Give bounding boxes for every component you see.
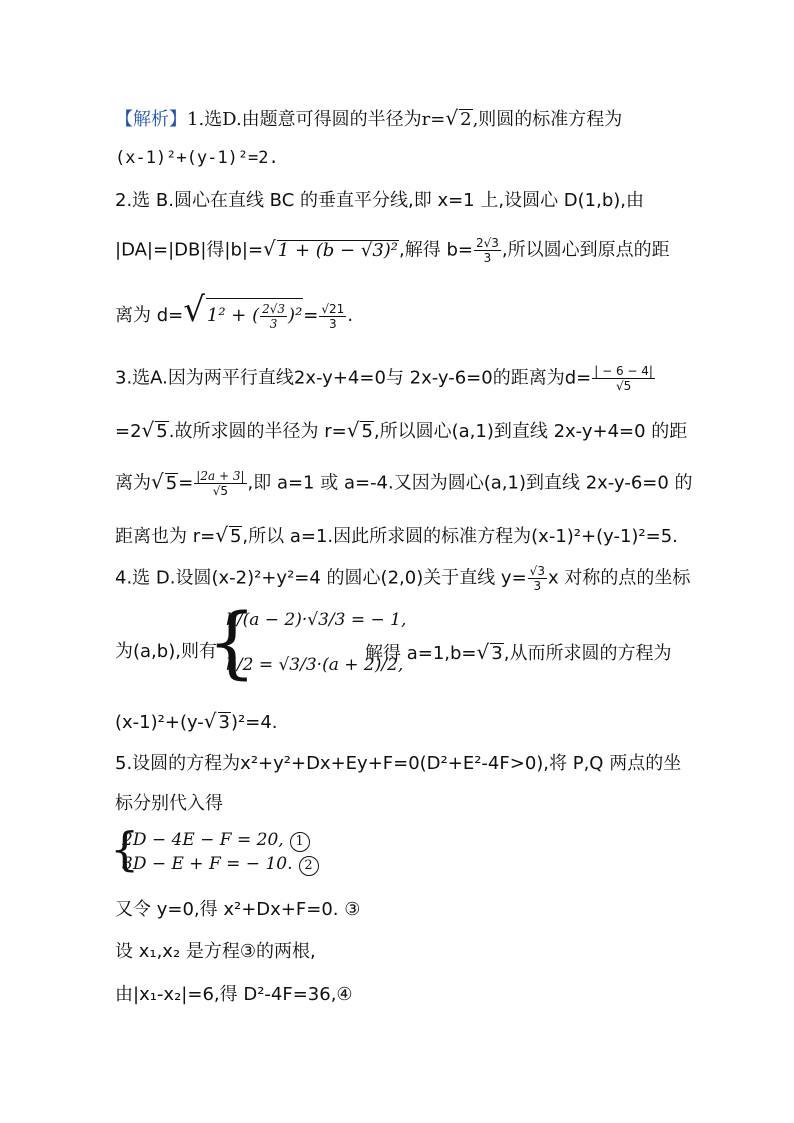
p2-line1: 2.选 B.圆心在直线 BC 的垂直平分线,即 x=1 上,设圆心 D(1,b),由	[115, 190, 645, 211]
p3-text-d: ,所以圆心(a,1)到直线 2x-y+4=0 的距	[373, 421, 688, 442]
sqrt-2: 2	[460, 109, 472, 130]
system-brace: {	[207, 598, 257, 688]
sqrt-5c: 5	[165, 472, 178, 494]
p3-line1	[115, 364, 656, 393]
p2-text-d: 离为 d=	[115, 305, 184, 326]
p5-line1: 5.设圆的方程为x²+y²+Dx+Ey+F=0(D²+E²-4F>0),将 P,Q 两点的坐	[115, 753, 682, 774]
fraction-sqrt21-3: $\frac{√21}{3}$	[321, 301, 345, 331]
p5-line4: 设 x₁,x₂ 是方程③的两根,	[115, 941, 316, 962]
p5-line2: 标分别代入得	[115, 793, 223, 814]
p3-text-b: =2	[115, 421, 142, 442]
p3-text-g: 距离也为 r=	[115, 526, 216, 547]
p1-line2: (x-1)²+(y-1)²=2.	[115, 148, 279, 168]
p2-line2: |DA|=|DB|得|b|=√ 1 + (b − √3)²,解得 b= $\frac{2√3}{3}$ ,所以圆心到原点的距	[115, 236, 670, 265]
system-brace-2: {	[110, 822, 140, 876]
p3-line4: 距离也为 r=√ 5,所以 a=1.因此所求圆的标准方程为(x-1)²+(y-1)²=5.	[115, 523, 678, 547]
analysis-tag: 【解析】	[115, 109, 187, 130]
p1-line1: 【解析】1.选D.由题意可得圆的半径为r=√ 2,则圆的标准方程为	[115, 106, 623, 130]
p2-radicand: 1 + (b − √3)²	[277, 239, 399, 261]
p4-text-g: )²=4.	[231, 712, 278, 733]
period: .	[347, 305, 354, 326]
circled-1: 1	[290, 832, 310, 852]
p2-text-b: ,解得 b=	[399, 239, 473, 261]
p3-text-f: ,即 a=1 或 a=-4.又因为圆心(a,1)到直线 2x-y-6=0 的	[247, 472, 693, 494]
p4-text-a: 4.选 D.设圆(x-2)²+y²=4 的圆心(2,0)关于直线 y=	[115, 567, 527, 589]
p3-text-a: 3.选A.因为两平行直线2x-y+4=0与 2x-y-6=0的距离为d=	[115, 367, 592, 389]
sqrt-3: 3	[491, 643, 503, 664]
p3-text-h: ,所以 a=1.因此所求圆的标准方程为(x-1)²+(y-1)²=5.	[242, 526, 678, 547]
p4-line2	[115, 640, 217, 664]
p5-eq2: 3D − E + F = − 10. 2	[122, 854, 319, 876]
p4-eq2: b/2 = √3/3·(a + 2)/2,	[226, 655, 404, 675]
p5-line3: 又令 y=0,得 x²+Dx+F=0. ③	[115, 899, 361, 920]
p4-text-f: (x-1)²+(y-	[115, 712, 204, 733]
p4-text-c: 为(a,b),则有	[115, 641, 217, 662]
p4-text-d: 解得 a=1,b=	[365, 643, 477, 664]
p4-line2-right: 解得 a=1,b=√ 3,从而所求圆的方程为	[365, 640, 672, 664]
p4-text-e: ,从而所求圆的方程为	[503, 643, 672, 664]
p1-text-a: 1.选D.由题意可得圆的半径为r=	[187, 109, 446, 130]
p1-text-b: ,则圆的标准方程为	[472, 109, 623, 130]
sqrt-3b: 3	[218, 712, 230, 733]
sqrt-5d: 5	[229, 526, 242, 547]
p4-line3: (x-1)²+(y-√ 3)²=4.	[115, 709, 278, 733]
p4-text-b: x 对称的点的坐标	[547, 567, 691, 589]
p2-text-c: ,所以圆心到原点的距	[501, 239, 670, 261]
p2-line3: 离为 d=√ 1² + ( $\frac{2√3}{3}$ )²= $\frac{√21}{3}$ .	[115, 298, 353, 333]
equals: =	[303, 305, 319, 326]
p5-eq1: 2D − 4E − F = 20, 1	[122, 830, 310, 852]
p4-line1	[115, 564, 690, 593]
equals-2: =	[178, 472, 194, 494]
p2-text-a: |DA|=|DB|得|b|=	[115, 239, 264, 261]
sqrt-5b: 5	[361, 421, 373, 442]
fraction-sqrt3-3: $\frac{√3}{3}$	[529, 564, 545, 593]
circled-2: 2	[299, 856, 319, 876]
p3-line3: 离为√ 5= $\frac{|2a + 3|}{√5}$ ,即 a=1 或 a=-4.又因为圆心(a,1)到直线 2x-y-6=0 的	[115, 469, 693, 498]
fraction-b: $\frac{2√3}{3}$	[475, 236, 499, 265]
p3-text-c: .故所求圆的半径为 r=	[168, 421, 347, 442]
fraction-2a3: $\frac{|2a + 3|}{√5}$	[196, 469, 245, 498]
p4-eq1: b/(a − 2)·√3/3 = − 1,	[226, 610, 407, 630]
p5-line5: 由|x₁-x₂|=6,得 D²-4F=36,④	[115, 984, 353, 1005]
p2-radicand-d: 1² + ( $\frac{2√3}{3}$ )²	[206, 298, 303, 333]
p3-line2: =2√ 5.故所求圆的半径为 r=√ 5,所以圆心(a,1)到直线 2x-y+4=0 的距	[115, 418, 688, 442]
fraction-distance: $\frac{| - 6 - 4|}{√5}$	[594, 364, 653, 393]
fraction-2sqrt3-3: $\frac{2√3}{3}$	[262, 301, 286, 331]
sqrt-5: 5	[156, 421, 168, 442]
p3-text-e: 离为	[115, 472, 151, 494]
